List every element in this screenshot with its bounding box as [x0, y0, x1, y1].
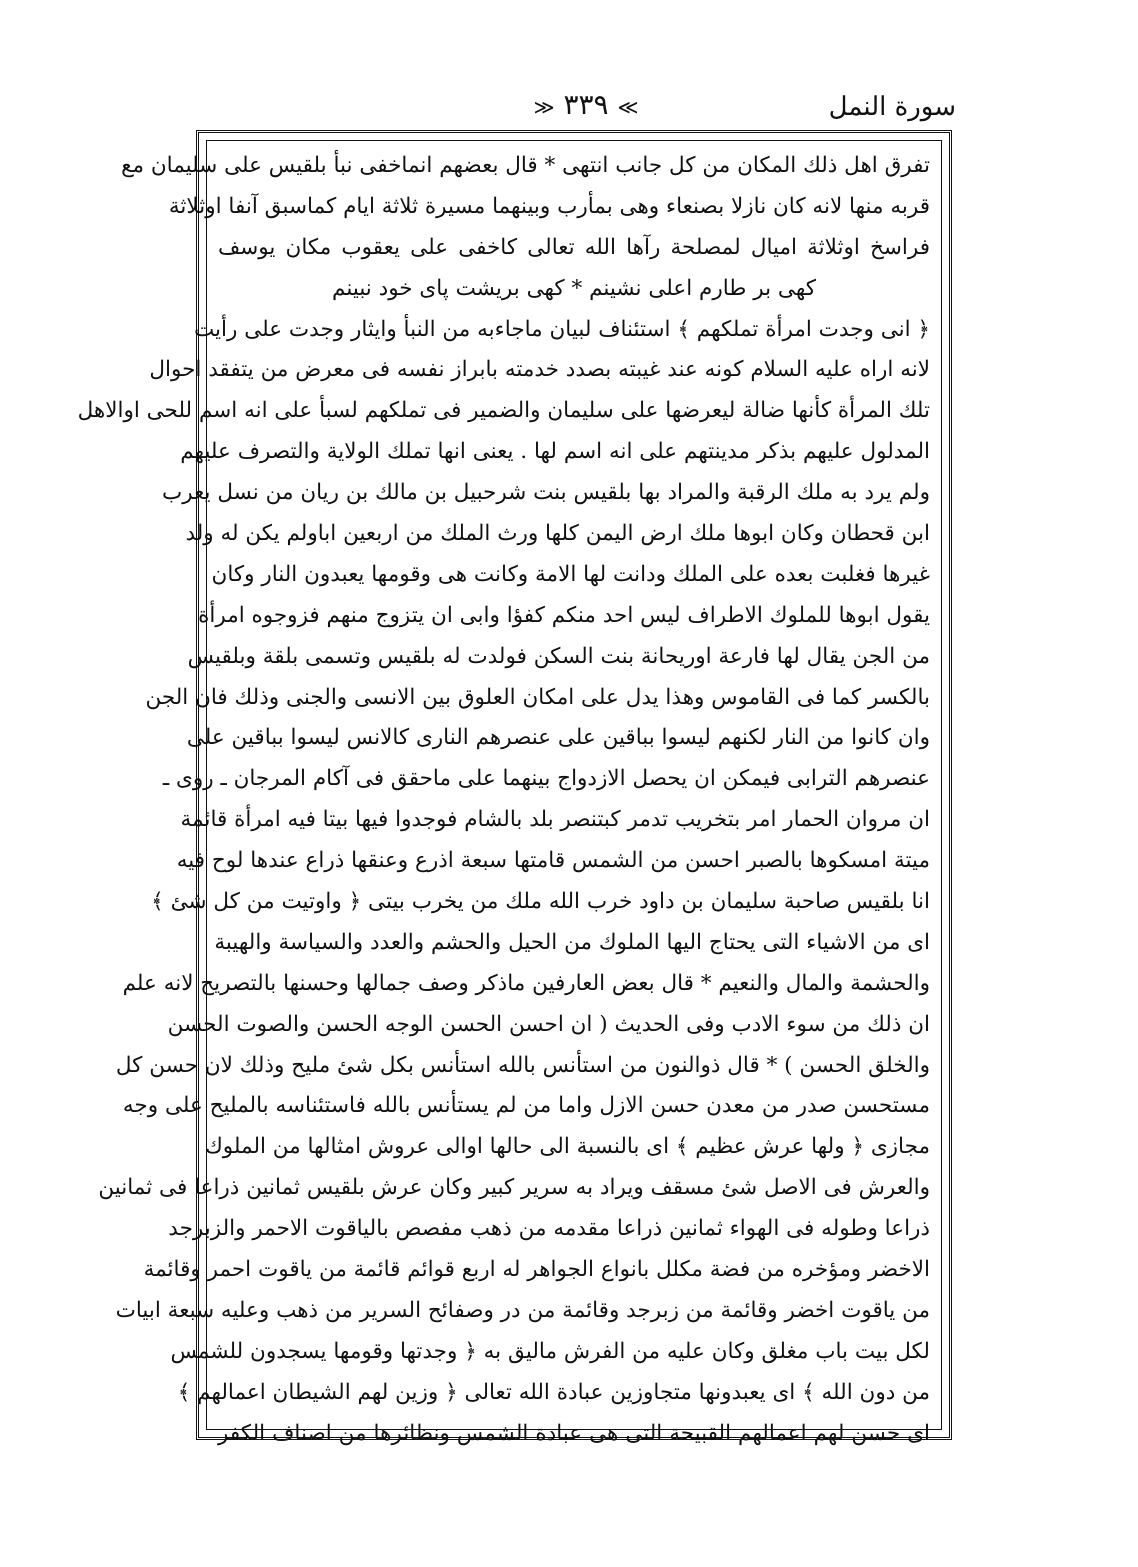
text-line: ميتة امسكوها بالصبر احسن من الشمس قامتها سبعة اذرع وعنقها ذراع عندها لوح فيه: [176, 848, 930, 874]
text-line: تلك المرأة كأنها ضالة ليعرضها على سليمان والضمير فى تملكهم لسبأ على انه اسم للحى اوالاهل: [77, 398, 930, 424]
text-line: الاخضر ومؤخره من فضة مكلل بانواع الجواهر له اربع قوائم قائمة من ياقوت احمر وقائمة: [143, 1257, 930, 1283]
ornament-right-icon: ≪: [533, 95, 555, 119]
text-line: من ياقوت اخضر وقائمة من زبرجد وقائمة من در وصفائح السرير من ذهب وعليه سبعة ابيات: [115, 1297, 930, 1323]
text-line: ان مروان الحمار امر بتخريب تدمر كبتنصر بلد بالشام فوجدوا فيها بيتا فيه امرأة قائمة: [180, 807, 930, 833]
text-line: مستحسن صدر من معدن حسن الازل واما من لم يستأنس بالله فاستئناسه بالمليح على وجه: [122, 1093, 930, 1119]
text-line: اى من الاشياء التى يحتاج اليها الملوك من الحيل والحشم والعدد والسياسة والهيبة: [214, 929, 930, 955]
surah-title: سورة النمل: [828, 92, 956, 122]
text-line: وان كانوا من النار لكنهم ليسوا بباقين على عنصرهم النارى كالانس ليسوا بباقين على: [186, 725, 930, 751]
text-line: اى حسن لهم اعمالهم القبيحة التى هى عبادة الشمس ونظائرها من اصناف الكفر: [218, 1420, 930, 1446]
text-line: من الجن يقال لها فارعة اوريحانة بنت السكن فولدت له بلقيس وتسمى بلقة وبلقيس: [187, 643, 930, 669]
text-line: تفرق اهل ذلك المكان من كل جانب انتهى * قال بعضهم انماخفى نبأ بلقيس على سليمان مع: [121, 153, 930, 178]
page-number: ٣٣٩: [563, 88, 609, 121]
text-line: ﴿ انى وجدت امرأة تملكهم ﴾ استئناف لبيان ماجاءبه من النبأ وايثار وجدت على رأيت: [193, 316, 930, 342]
text-line: بالكسر كما فى القاموس وهذا يدل على امكان العلوق بين الانسى والجنى وذلك فان الجن: [145, 684, 930, 710]
text-line: ابن قحطان وكان ابوها ملك ارض اليمن كلها ورث الملك من اربعين اباولم يكن له ولد: [185, 521, 930, 547]
text-line: يقول ابوها للملوك الاطراف ليس احد منكم كفؤا وابى ان يتزوج منهم فزوجوه امرأة: [198, 602, 930, 628]
text-line: عنصرهم الترابى فيمكن ان يحصل الازدواج بينهما على ماحقق فى آكام المرجان ـ روى ـ: [162, 766, 930, 792]
commentary-text: [77, 146, 930, 1446]
text-line: من دون الله ﴾ اى يعبدونها متجاوزين عبادة الله تعالى ﴿ وزين لهم الشيطان اعمالهم ﴾: [177, 1379, 930, 1405]
text-line: قربه منها لانه كان نازلا بصنعاء وهى بمأرب وبينهما مسيرة ثلاثة ايام كماسبق آنفا اوثلاثة: [168, 193, 930, 219]
ornament-left-icon: ≫: [617, 95, 639, 119]
text-line: والحشمة والمال والنعيم * قال بعض العارفين ماذكر وصف جمالها وحسنها بالتصريح لانه علم: [122, 970, 930, 996]
text-line: ذراعا وطوله فى الهواء ثمانين ذراعا مقدمه من ذهب مفصص بالياقوت الاحمر والزبرجد: [168, 1216, 930, 1242]
text-line: والعرش فى الاصل شئ مسقف ويراد به سرير كبير وكان عرش بلقيس ثمانين ذراعا فى ثمانين: [98, 1175, 930, 1201]
text-line: غيرها فغلبت بعده على الملك ودانت لها الامة وكانت هى وقومها يعبدون النار وكان: [211, 561, 930, 587]
text-line: مجازى ﴿ ولها عرش عظيم ﴾ اى بالنسبة الى حالها اوالى عروش امثالها من الملوك: [205, 1134, 930, 1160]
text-line: ولم يرد به ملك الرقبة والمراد بها بلقيس بنت شرحبيل بن مالك بن ريان من نسل يعرب: [162, 480, 930, 506]
page-number-block: [486, 88, 686, 121]
text-line: انا بلقيس صاحبة سليمان بن داود خرب الله ملك من يخرب بيتى ﴿ واوتيت من كل شئ ﴾: [151, 889, 930, 915]
page-header: [196, 88, 956, 134]
text-line: فراسخ اوثلاثة اميال لمصلحة رآها الله تعالى كاخفى على يعقوب مكان يوسف: [218, 234, 930, 260]
poetry-verse: كهى بر طارم اعلى نشينم * كهى بريشت پاى خود نبينم: [332, 275, 816, 301]
text-line: لكل بيت باب مغلق وكان عليه من الفرش ماليق به ﴿ وجدتها وقومها يسجدون للشمس: [170, 1338, 930, 1364]
text-line: لانه اراه عليه السلام كونه عند غيبته بصدد خدمته بابراز نفسه فى معرض من يتفقد احوال: [149, 357, 930, 383]
text-line: المدلول عليهم بذكر مدينتهم على انه اسم لها . يعنى انها تملك الولاية والتصرف عليهم: [180, 439, 930, 465]
text-line: والخلق الحسن ) * قال ذوالنون من استأنس بالله استأنس بكل شئ مليح وذلك لان حسن كل: [115, 1052, 930, 1078]
text-line: ان ذلك من سوء الادب وفى الحديث ( ان احسن الحسن الوجه الحسن والصوت الحسن: [167, 1011, 930, 1037]
